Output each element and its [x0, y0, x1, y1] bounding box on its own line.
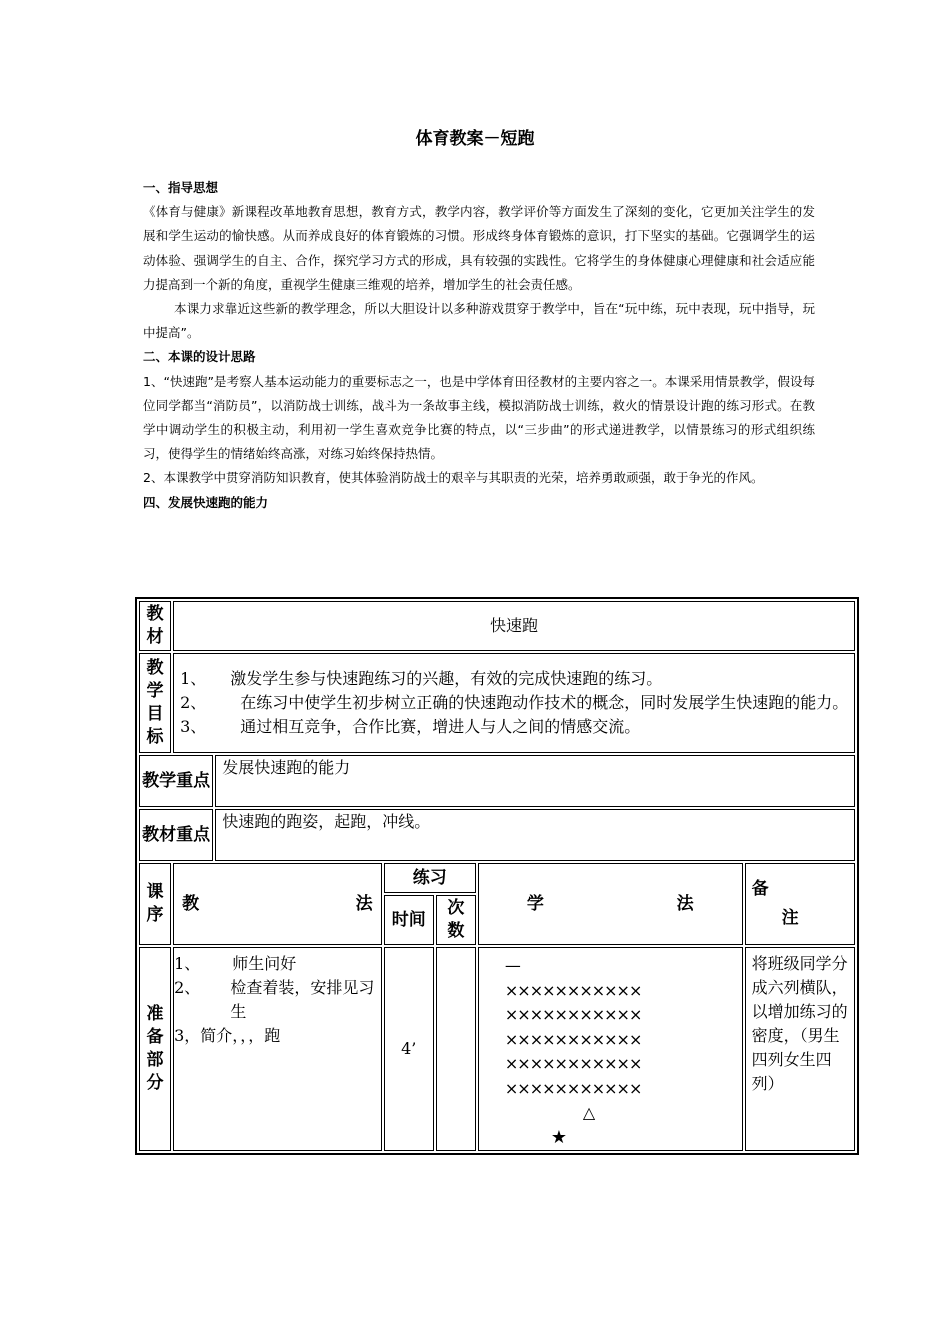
prep-label: 准备部分 [146, 1004, 164, 1093]
header-note-b: 注 [781, 908, 799, 928]
section-heading-guiding-ideology: 一、指导思想 [143, 180, 219, 195]
row-material [139, 601, 855, 651]
section-heading-design-ideas: 二、本课的设计思路 [143, 349, 256, 365]
objective-item [180, 715, 854, 739]
paragraph-guiding-ideology-2: 本课力求靠近这些新的教学理念，所以大胆设计以多种游戏贯穿于教学中，旨在“玩中练，玩中表现，玩中指导，玩中提高”。 [143, 301, 815, 341]
header-practice: 练习 [384, 863, 476, 893]
objective-text: 激发学生参与快速跑练习的兴趣，有效的完成快速跑的练习。 [230, 669, 663, 688]
prep-teach-item [174, 1024, 381, 1048]
objective-number: 3、 [180, 717, 207, 736]
formation-row: ××××××××××× [504, 1078, 642, 1098]
prep-teach-item [174, 952, 381, 976]
header-teach-a: 教 [182, 893, 200, 914]
prep-teach-text: 检查着装，安排见习生 [230, 978, 375, 1021]
prep-label-cell [139, 947, 171, 1151]
key-value: 发展快速跑的能力 [215, 755, 855, 807]
header-learn-a: 学 [526, 893, 544, 914]
formation-row: ××××××××××× [504, 1029, 642, 1049]
header-count: 次数 [447, 898, 465, 941]
prep-teach-text: 简介，，，跑 [200, 1026, 281, 1045]
objective-text: 通过相互竞争，合作比赛，增进人与人之间的情感交流。 [240, 717, 641, 736]
prep-count [436, 947, 476, 1151]
row-key-point [139, 755, 855, 807]
formation-row: ××××××××××× [504, 1005, 642, 1024]
header-note-a: 备 [751, 879, 769, 899]
header-learn-b: 法 [676, 893, 694, 914]
prep-teach-text: 师生问好 [232, 954, 297, 973]
formation-top-mark: — [504, 956, 521, 975]
objective-text: 在练习中使学生初步树立正确的快速跑动作技术的概念，同时发展学生快速跑的能力。 [240, 693, 849, 712]
header-note-cell [745, 863, 855, 945]
paragraph-design-ideas-2: 2、本课教学中贯穿消防知识教育，使其体验消防战士的艰辛与其职责的光荣，培养勇敢顽强，敢于争光的作风。 [143, 470, 764, 486]
header-order: 课序 [146, 882, 164, 925]
prep-teach-number: 1、 [174, 954, 201, 973]
row-difficulty [139, 809, 855, 861]
prep-teach-number: 2、 [174, 978, 201, 997]
objective-number: 2、 [180, 693, 207, 712]
material-value: 快速跑 [173, 601, 855, 651]
formation-row: ××××××××××× [504, 980, 642, 1000]
prep-teach-number: 3， [174, 1026, 201, 1045]
difficulty-value: 快速跑的跑姿，起跑，冲线。 [215, 809, 855, 861]
prep-teach-item [174, 976, 381, 1024]
teacher-triangle-mark: △ [582, 1103, 596, 1122]
material-label-cell [139, 601, 171, 651]
objectives-label-cell [139, 653, 171, 753]
header-order-cell [139, 863, 171, 945]
objectives-label: 教学目标 [146, 658, 164, 747]
formation-row: ××××××××××× [504, 1054, 642, 1073]
prep-teach-cell [173, 947, 382, 1151]
header-teach-b: 法 [355, 893, 373, 914]
difficulty-label: 教材重点 [139, 809, 213, 861]
objective-item [180, 691, 854, 715]
header-time: 时间 [384, 895, 434, 945]
objective-item [180, 667, 854, 691]
row-header-top [139, 863, 855, 893]
header-count-cell [436, 895, 476, 945]
prep-note: 将班级同学分成六列横队，以增加练习的密度，（男生四列女生四列） [745, 947, 855, 1151]
prep-time: 4’ [384, 947, 434, 1151]
objective-number: 1、 [180, 669, 207, 688]
objectives-cell [173, 653, 855, 753]
header-teach-method [173, 863, 382, 945]
key-label: 教学重点 [139, 755, 213, 807]
lesson-plan-table [135, 597, 859, 1155]
prep-formation-cell [478, 947, 743, 1151]
formation-diagram [479, 948, 742, 1150]
document-title: 体育教案－短跑 [415, 129, 535, 149]
star-mark: ★ [550, 1126, 568, 1148]
row-prep [139, 947, 855, 1151]
document-body [143, 176, 815, 515]
material-label: 教材 [146, 604, 164, 647]
header-learn-method [478, 863, 743, 945]
row-objectives [139, 653, 855, 753]
paragraph-design-ideas-1: 1、“快速跑”是考察人基本运动能力的重要标志之一，也是中学体育田径教材的主要内容之一。本课采用情景教学，假设每位同学都当“消防员”，以消防战士训练，战斗为一条故事主线，模拟消防战士训练，救火的情景设计跑的练习形式。在教学中调动学生的积极主动，利用初一学生喜欢竞争比赛的特点，以“三步曲”的形式递进教学，以情景练习的形式组织练习，使得学生的情绪始终高涨，对练习始终保持热情。 [143, 373, 815, 462]
section-heading-develop-speed: 四、发展快速跑的能力 [143, 494, 269, 510]
paragraph-guiding-ideology-1: 《体育与健康》新课程改革地教育思想，教育方式，教学内容，教学评价等方面发生了深刻的变化，它更加关注学生的发展和学生运动的愉快感。从而养成良好的体育锻炼的习惯。形成终身体育锻炼的意识，打下坚实的基础。它强调学生的运动体验、强调学生的自主、合作，探究学习方式的形成，具有较强的实践性。它将学生的身体健康心理健康和社会适应能力提高到一个新的角度，重视学生健康三维观的培养，增加学生的社会责任感。 [143, 204, 815, 292]
